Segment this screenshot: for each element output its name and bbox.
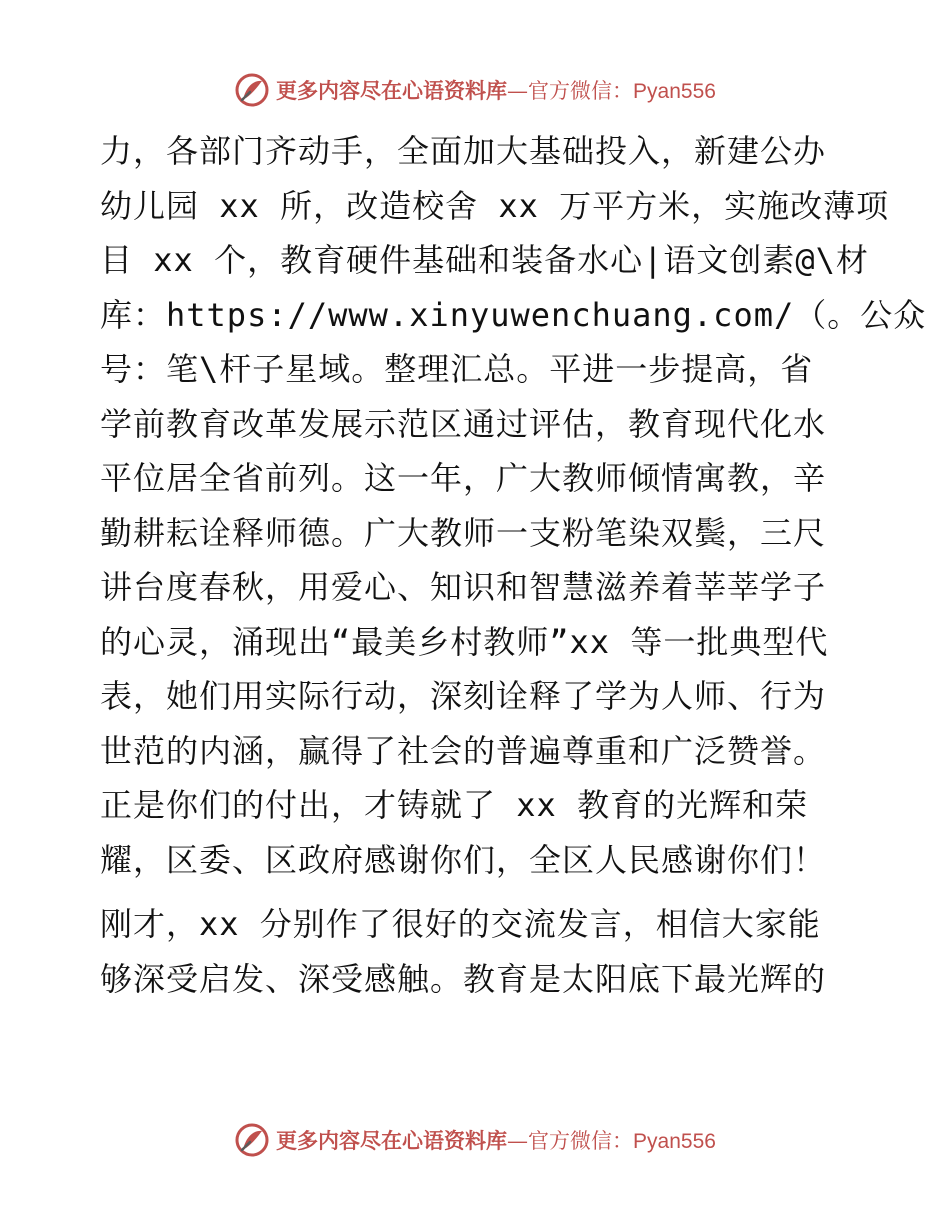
footer-banner-text (276, 1125, 716, 1155)
text-line: 力，各部门齐动手，全面加大基础投入，新建公办 (100, 132, 827, 170)
text-line: 的心灵，涌现出“最美乡村教师”xx 等一批典型代 (100, 622, 829, 661)
text-line: 耀，区委、区政府感谢你们，全区人民感谢你们！ (100, 840, 827, 879)
text-line: 够深受启发、深受感触。教育是太阳底下最光辉的 (100, 959, 827, 998)
document-body (100, 124, 927, 1006)
paragraph-1 (100, 124, 927, 887)
text-line: 刚才，xx 分别作了很好的交流发言，相信大家能 (100, 905, 821, 943)
header-banner-middle: —官方微信： (507, 79, 634, 103)
text-line: 勤耕耘诠释师德。广大教师一支粉笔染双鬓，三尺 (100, 513, 827, 552)
paragraph-2 (100, 897, 860, 1006)
header-banner-prefix: 更多内容尽在心语资料库 (276, 78, 508, 103)
text-line: 平位居全省前列。这一年，广大教师倾情寓教，辛 (100, 459, 827, 497)
footer-banner-prefix: 更多内容尽在心语资料库 (276, 1128, 508, 1153)
header-banner (0, 70, 950, 110)
text-line: 正是你们的付出，才铸就了 xx 教育的光辉和荣 (100, 786, 809, 824)
text-line: 库：https://www.xinyuwenchuang.com/（。公众 (100, 295, 927, 334)
leaf-pen-logo-icon (234, 1122, 270, 1158)
header-banner-text (276, 75, 716, 105)
text-line: 世范的内涵，赢得了社会的普遍尊重和广泛赞誉。 (100, 731, 827, 770)
header-banner-id: Pyan556 (633, 80, 716, 103)
footer-banner-id: Pyan556 (633, 1130, 716, 1153)
footer-banner-middle: —官方微信： (507, 1129, 634, 1153)
text-line: 学前教育改革发展示范区通过评估，教育现代化水 (100, 404, 827, 443)
text-line: 讲台度春秋，用爱心、知识和智慧滋养着莘莘学子 (100, 568, 827, 606)
text-line: 表，她们用实际行动，深刻诠释了学为人师、行为 (100, 677, 827, 715)
footer-banner (0, 1120, 950, 1160)
text-line: 目 xx 个，教育硬件基础和装备水心|语文创素@\材 (100, 241, 869, 279)
leaf-pen-logo-icon (234, 72, 270, 108)
text-line: 号：笔\杆子星域。整理汇总。平进一步提高，省 (100, 350, 814, 388)
text-line: 幼儿园 xx 所，改造校舍 xx 万平方米，实施改薄项 (100, 186, 890, 225)
